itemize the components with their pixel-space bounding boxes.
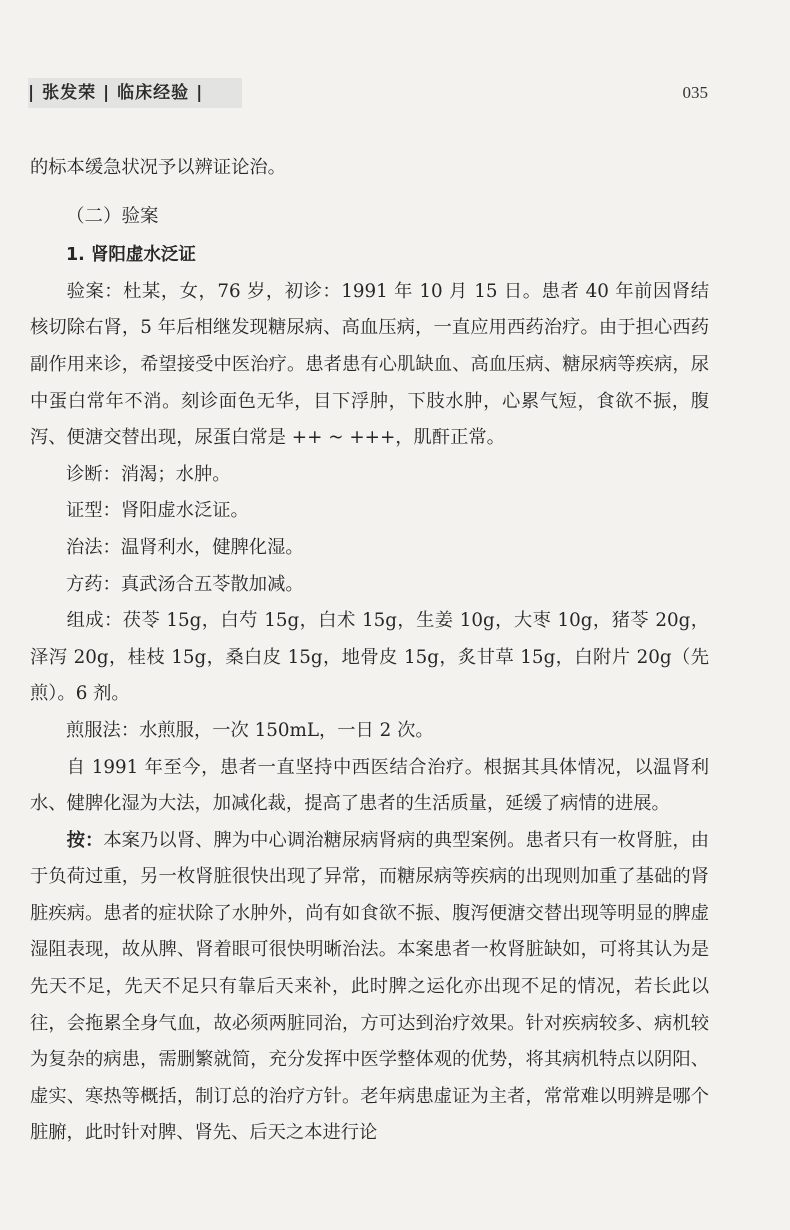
page-number: 035 [682,83,708,102]
syndrome: 证型：肾阳虚水泛证。 [66,500,249,522]
commentary-label: 按： [66,829,104,851]
commentary [30,823,709,1152]
case-heading: 1. 肾阳虚水泛证 [66,245,196,266]
composition: 组成：茯苓 15g，白芍 15g，白术 15g，生姜 10g，大枣 10g，猪苓 20g，泽泻 20g，桂枝 15g，桑白皮 15g，地骨皮 15g，炙甘草 15g，白附片 20g（先煎）。6 剂。 [30,610,709,705]
commentary-text: 本案乃以肾、脾为中心调治糖尿病肾病的典型案例。患者只有一枚肾脏，由于负荷过重，另一枚肾脏很快出现了异常，而糖尿病等疾病的出现则加重了基础的肾脏疾病。患者的症状除了水肿外，尚有如食欲不振、腹泻便溏交替出现等明显的脾虚湿阻表现，故从脾、肾着眼可很快明晰治法。本案患者一枚肾脏缺如，可将其认为是先天不足，先天不足只有靠后天来补，此时脾之运化亦出现不足的情况，若长此以往，会拖累全身气血，故必须两脏同治，方可达到治疗效果。针对疾病较多、病机较为复杂的病患，需删繁就简，充分发挥中医学整体观的优势，将其病机特点以阴阳、虚实、寒热等概括，制订总的治疗方针。老年病患虚证为主者，常常难以明辨是哪个脏腑，此时针对脾、肾先、后天之本进行论 [30,829,710,1144]
decoction: 煎服法：水煎服，一次 150mL，一日 2 次。 [66,719,434,741]
section-heading: （二）验案 [66,205,159,227]
running-header [28,72,718,108]
treatment: 治法：温肾利水，健脾化湿。 [66,536,304,558]
followup: 自 1991 年至今，患者一直坚持中西医结合治疗。根据其具体情况，以温肾利水、健脾化湿为大法，加减化裁，提高了患者的生活质量，延缓了病情的进展。 [30,756,709,815]
case-intro: 验案：杜某，女，76 岁，初诊：1991 年 10 月 15 日。患者 40 年前因肾结核切除右肾，5 年后相继发现糖尿病、高血压病，一直应用西药治疗。由于担心西药副作用来诊，希望接受中医治疗。患者患有心肌缺血、高血压病、糖尿病等疾病，尿中蛋白常年不消。刻诊面色无华，目下浮肿，下肢水肿，心累气短，食欲不振，腹泻、便溏交替出现，尿蛋白常是 ++ ~ +++，肌酐正常。 [30,280,709,449]
paragraph-continuation: 的标本缓急状况予以辨证论治。 [30,157,286,178]
header-title: | 张发荣 | 临床经验 | [28,83,204,103]
body-text [30,150,710,1152]
prescription: 方药：真武汤合五苓散加减。 [66,573,304,595]
diagnosis: 诊断：消渴；水肿。 [66,463,231,485]
